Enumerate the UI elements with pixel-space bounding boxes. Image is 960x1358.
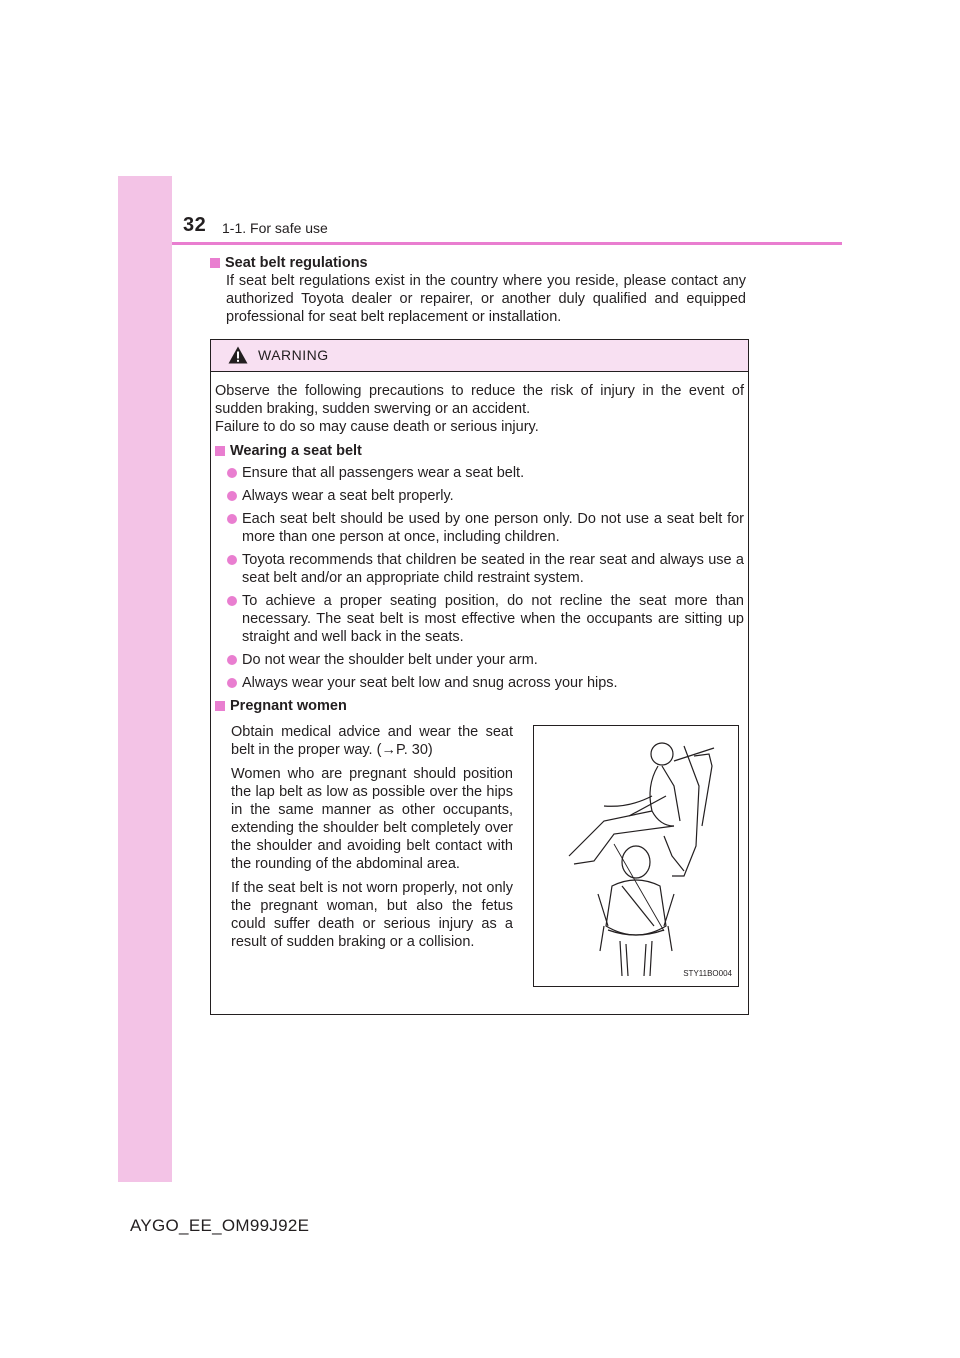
list-item: Do not wear the shoulder belt under your arm. (215, 651, 744, 669)
pregnant-section (215, 723, 744, 987)
warning-intro (215, 382, 744, 436)
regulations-heading-text: Seat belt regulations (225, 255, 368, 271)
list-item: Each seat belt should be used by one person only. Do not use a seat belt for more than one person at once, including children. (215, 510, 744, 546)
pregnant-heading (215, 697, 744, 715)
pregnant-seatbelt-illustration (533, 725, 739, 987)
warning-title: WARNING (258, 347, 329, 363)
warning-box (210, 339, 749, 1015)
footer-code: AYGO_EE_OM99J92E (130, 1216, 310, 1235)
side-color-band (118, 176, 172, 1182)
wearing-heading-text: Wearing a seat belt (230, 443, 362, 459)
warning-body (211, 372, 748, 987)
square-bullet-icon (215, 446, 225, 456)
list-item: Toyota recommends that children be seated in the rear seat and always use a seat belt and/or an appropriate child restraint system. (215, 551, 744, 587)
regulations-heading (210, 254, 746, 272)
list-item: Always wear a seat belt properly. (215, 487, 744, 505)
bullet-dot-icon (227, 555, 237, 565)
pregnant-paragraph-3: If the seat belt is not worn properly, not only the pregnant woman, but also the fetus could suffer death or serious injury as a result of sudden braking or a collision. (231, 880, 513, 950)
pregnant-text (231, 723, 513, 987)
wearing-bullet-list (215, 464, 744, 692)
square-bullet-icon (210, 258, 220, 268)
bullet-dot-icon (227, 596, 237, 606)
seated-pregnant-woman-illustration (534, 726, 738, 986)
bullet-dot-icon (227, 491, 237, 501)
square-bullet-icon (215, 701, 225, 711)
regulations-section (210, 254, 746, 326)
warning-triangle-icon (228, 346, 248, 364)
bullet-dot-icon (227, 655, 237, 665)
header-rule (172, 242, 842, 245)
pregnant-heading-text: Pregnant women (230, 698, 347, 714)
list-item: Always wear your seat belt low and snug across your hips. (215, 674, 744, 692)
list-item: To achieve a proper seating position, do not recline the seat more than necessary. The seat belt is most effective when the occupants are sitting up straight and well back in the seats. (215, 592, 744, 646)
pregnant-paragraph-2: Women who are pregnant should position the lap belt as low as possible over the hips in the same manner as other occupants, extending the shoulder belt completely over the shoulder and avoiding belt contact with the rounding of the abdominal area. (231, 766, 513, 872)
wearing-heading (215, 442, 744, 460)
bullet-dot-icon (227, 468, 237, 478)
warning-header (211, 340, 748, 372)
warning-intro-line2: Failure to do so may cause death or serious injury. (215, 419, 539, 435)
regulations-text: If seat belt regulations exist in the country where you reside, please contact any authorized Toyota dealer or repairer, or another duly qualified and equipped professional for seat belt replacement or installation. (226, 273, 746, 325)
list-item: Ensure that all passengers wear a seat belt. (215, 464, 744, 482)
section-title: 1-1. For safe use (222, 220, 328, 236)
warning-intro-line1: Observe the following precautions to reduce the risk of injury in the event of sudden braking, sudden swerving or an accident. (215, 383, 744, 417)
page-number: 32 (183, 214, 207, 236)
pregnant-paragraph-1: Obtain medical advice and wear the seat belt in the proper way. (→P. 30) (231, 724, 513, 758)
bullet-dot-icon (227, 678, 237, 688)
bullet-dot-icon (227, 514, 237, 524)
figure-id: STY11BO004 (683, 969, 732, 978)
